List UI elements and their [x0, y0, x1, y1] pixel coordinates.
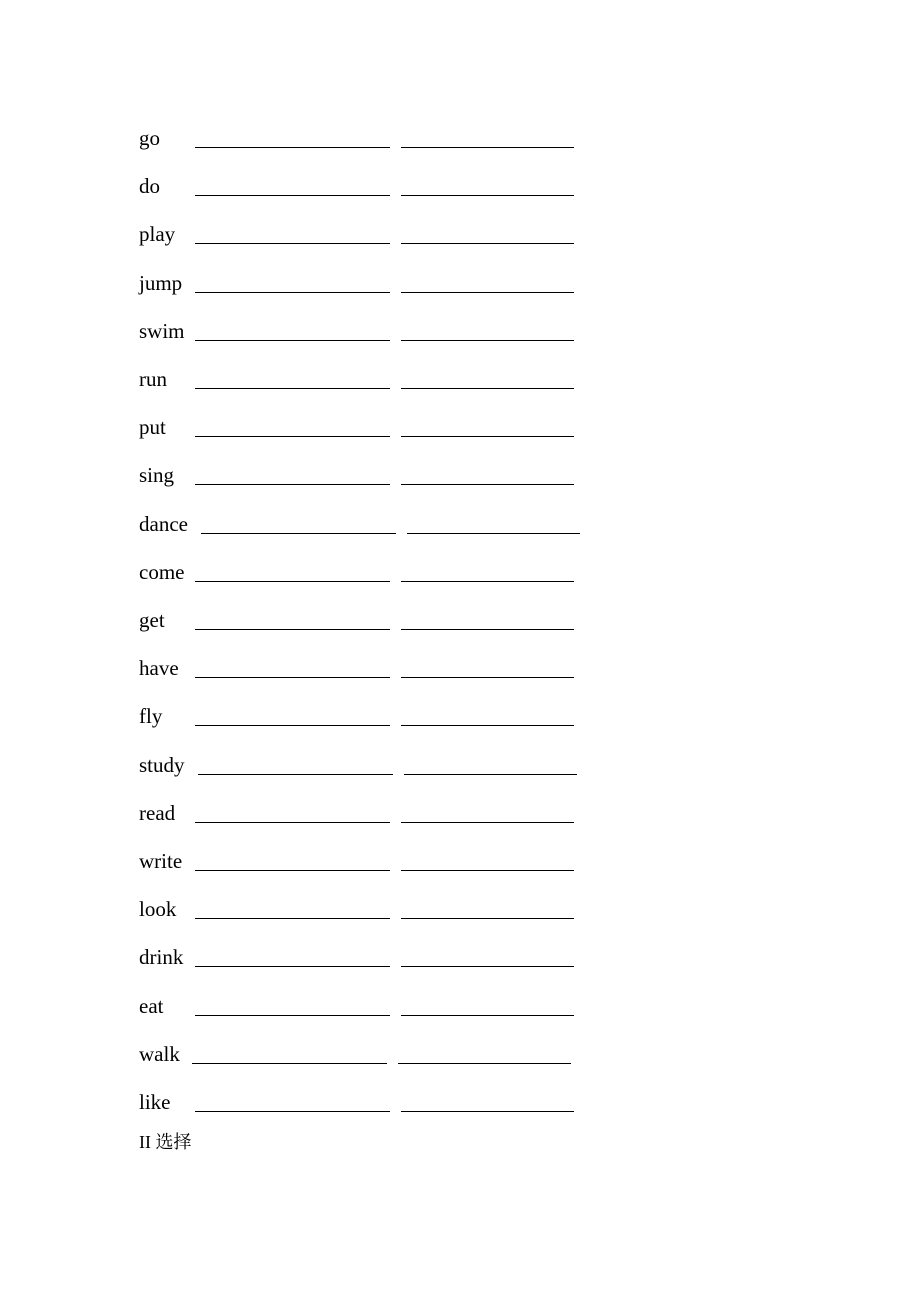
answer-blank-2[interactable] [398, 1063, 571, 1064]
word-label: study [139, 753, 185, 777]
answer-blank-1[interactable] [195, 484, 390, 485]
word-label: get [139, 608, 165, 632]
word-label: like [139, 1090, 171, 1114]
answer-blank-2[interactable] [401, 677, 574, 678]
word-label: write [139, 849, 183, 873]
answer-blank-2[interactable] [401, 966, 574, 967]
word-row [0, 222, 920, 262]
answer-blank-1[interactable] [195, 966, 390, 967]
answer-blank-1[interactable] [192, 1063, 387, 1064]
answer-blank-2[interactable] [401, 1015, 574, 1016]
word-row [0, 319, 920, 359]
word-label: swim [139, 319, 185, 343]
answer-blank-1[interactable] [195, 388, 390, 389]
word-label: sing [139, 463, 175, 487]
answer-blank-2[interactable] [401, 195, 574, 196]
answer-blank-1[interactable] [195, 581, 390, 582]
answer-blank-2[interactable] [407, 533, 580, 534]
word-row [0, 897, 920, 937]
word-row [0, 608, 920, 648]
word-row [0, 704, 920, 744]
answer-blank-1[interactable] [198, 774, 393, 775]
word-row [0, 945, 920, 985]
answer-blank-1[interactable] [195, 436, 390, 437]
answer-blank-2[interactable] [401, 147, 574, 148]
word-row [0, 849, 920, 889]
word-row [0, 512, 920, 552]
answer-blank-1[interactable] [195, 629, 390, 630]
word-label: have [139, 656, 179, 680]
answer-blank-1[interactable] [195, 243, 390, 244]
answer-blank-1[interactable] [195, 1111, 390, 1112]
word-row [0, 1042, 920, 1082]
answer-blank-2[interactable] [401, 340, 574, 341]
section-heading: II 选择 [139, 1132, 192, 1152]
answer-blank-2[interactable] [401, 918, 574, 919]
word-row [0, 367, 920, 407]
answer-blank-1[interactable] [195, 822, 390, 823]
answer-blank-1[interactable] [195, 870, 390, 871]
word-label: play [139, 222, 176, 246]
word-label: drink [139, 945, 184, 969]
answer-blank-1[interactable] [195, 292, 390, 293]
answer-blank-2[interactable] [401, 1111, 574, 1112]
answer-blank-2[interactable] [401, 436, 574, 437]
word-row [0, 271, 920, 311]
answer-blank-2[interactable] [401, 629, 574, 630]
word-label: read [139, 801, 176, 825]
word-label: eat [139, 994, 164, 1018]
answer-blank-1[interactable] [195, 725, 390, 726]
answer-blank-1[interactable] [195, 1015, 390, 1016]
word-row [0, 560, 920, 600]
word-label: do [139, 174, 160, 198]
answer-blank-1[interactable] [195, 147, 390, 148]
answer-blank-1[interactable] [195, 918, 390, 919]
word-label: put [139, 415, 166, 439]
word-label: dance [139, 512, 188, 536]
word-label: come [139, 560, 185, 584]
answer-blank-2[interactable] [401, 581, 574, 582]
word-row [0, 753, 920, 793]
word-row [0, 656, 920, 696]
word-row [0, 463, 920, 503]
word-label: go [139, 126, 160, 150]
answer-blank-2[interactable] [401, 243, 574, 244]
word-label: run [139, 367, 167, 391]
word-row [0, 415, 920, 455]
answer-blank-2[interactable] [401, 822, 574, 823]
answer-blank-1[interactable] [195, 195, 390, 196]
word-row [0, 801, 920, 841]
answer-blank-2[interactable] [401, 484, 574, 485]
answer-blank-2[interactable] [401, 388, 574, 389]
answer-blank-2[interactable] [404, 774, 577, 775]
answer-blank-2[interactable] [401, 292, 574, 293]
answer-blank-2[interactable] [401, 870, 574, 871]
answer-blank-1[interactable] [201, 533, 396, 534]
word-label: look [139, 897, 177, 921]
answer-blank-1[interactable] [195, 677, 390, 678]
word-row [0, 1090, 920, 1130]
word-label: fly [139, 704, 163, 728]
answer-blank-1[interactable] [195, 340, 390, 341]
answer-blank-2[interactable] [401, 725, 574, 726]
word-label: walk [139, 1042, 180, 1066]
word-row [0, 174, 920, 214]
word-label: jump [139, 271, 183, 295]
word-row [0, 126, 920, 166]
word-row [0, 994, 920, 1034]
